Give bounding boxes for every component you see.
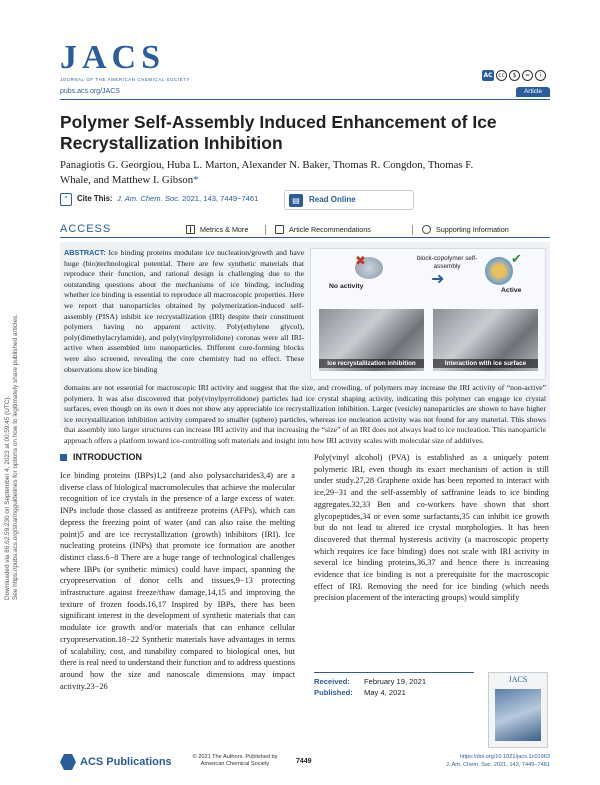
citation-details: 2021, 143, 7449−7461 <box>182 194 259 203</box>
footer-citation <box>446 754 550 769</box>
caption-ice-recrystallization: Ice recrystallization inhibition <box>319 359 424 368</box>
footer-journal-ref: J. Am. Chem. Soc. 2021, 143, 7449−7461 <box>445 761 550 768</box>
micrograph-ice-recrystallization <box>319 309 424 371</box>
open-access-icon[interactable]: AC <box>483 72 493 79</box>
article-title: Polymer Self-Assembly Induced Enhancement of Ice Recrystallization Inhibition <box>60 112 497 153</box>
corresponding-author-star[interactable]: * <box>193 173 199 186</box>
cc-icon[interactable]: cc <box>496 70 507 81</box>
gear-icon <box>422 225 431 234</box>
access-label: ACCESS <box>60 223 112 235</box>
citation-journal: J. Am. Chem. Soc. <box>117 194 181 203</box>
journal-header <box>60 36 550 96</box>
check-icon: ✔ <box>511 251 522 266</box>
received-label: Received: <box>314 677 350 686</box>
author-list <box>60 158 500 187</box>
journal-cover-thumbnail[interactable] <box>488 672 548 748</box>
cite-bar <box>60 190 550 212</box>
download-note <box>4 230 32 600</box>
divider <box>265 225 266 235</box>
self-assembly-label: block-copolymer self-assembly <box>416 255 478 270</box>
quote-icon: “ <box>60 193 72 206</box>
publication-dates <box>314 672 474 698</box>
access-bar <box>60 222 550 238</box>
doi-link[interactable]: https://doi.org/10.1021/jacs.1c01963 <box>459 754 550 760</box>
abstract-continued: domains are not essential for macroscopic IRI activity and suggest that the size, and crowding, of polymers may increase the IRI activity of “non-active” polymers. It was also discovered that poly(vinylpyrrolidone) particles had ice crystal shaping activity, indicating this polymer can engage ice crystal surfaces, even though on its own it does not show any appreciable ice recrystallization inhibition. Larger (vesicle) nanoparticles are shown to have higher ice recrystallization inhibition activity compared to smaller (sphere) particles, whereas ice nucleation activity was not found for any material. This shows that assembly into larger structures can increase IRI activity and that increasing the “size” of an IRI does not always lead to ice nucleation. This nanoparticle approach offers a platform toward ice-controlling soft materials and insight into how IRI activity scales with molecular size of additives. <box>64 383 546 445</box>
micrograph-ice-surface <box>433 309 538 371</box>
document-icon <box>275 225 284 234</box>
article-type-tag: Article <box>516 87 550 97</box>
nanoparticle-graphic <box>485 257 513 285</box>
divider <box>412 225 413 235</box>
jacs-logo[interactable] <box>60 40 190 86</box>
abstract-box <box>60 242 550 445</box>
received-date: February 19, 2021 <box>364 677 427 686</box>
active-label: Active <box>501 287 522 294</box>
supporting-information-button[interactable] <box>422 225 509 234</box>
introduction-heading: INTRODUCTION <box>73 452 142 462</box>
acs-publications-logo[interactable] <box>60 754 172 770</box>
published-label: Published: <box>314 688 353 697</box>
abstract-part1: Ice binding proteins modulate ice nucleation/growth and have huge (bio)technological potential. There are few synthetic materials that reproduce their function, and rational design is challenging due to the outstanding questions about the mechanisms of ice binding, including whether ice binding is essential to reproduce all macroscopic properties. Here we report that nanoparticles obtained by polymerization-induced self-assembly (PISA) inhibit ice recrystallization (IRI) despite their constituent polymers having no apparent activity. Poly(ethylene glycol), poly(dimethylacrylamide), and poly(vinylpyrrolidone) coronas were all IRI-active when assembled into nanoparticles. Different core-forming blocks were also screened, revealing the core chemistry had no effect. These observations show ice binding <box>64 248 304 374</box>
cross-icon: ✖ <box>355 253 366 268</box>
logo-letters: JACS <box>60 39 166 76</box>
cite-label: Cite This: <box>77 194 113 203</box>
intro-left-column: Ice binding proteins (IBPs)1,2 (and also polysaccharides3,4) are a diverse class of biological macromolecules that achieve the molecular recognition of ice crystals in the presence of a large excess of water. INPs include those classed as antifreeze proteins (AFPs), which can depress the freezing point of water (and can also raise the melting point)5 and are ice recrystallization (growth) inhibitors (IRI). Ice nucleating proteins (INPs) that promote ice formation are another distinct class.6−8 There are a huge range of technological challenges where IBPs (or synthetic mimics) could have impact, spanning the cryopreservation of donor cells and tissues,9−13 protecting infrastructure against freeze/thaw damage,14,15 and improving the texture of frozen foods.16,17 Inspired by IBPs, there has been significant interest in the development of synthetic materials that can modulate ice growth and/or materials that can enhance cellular cryopreservation.18−22 Synthetic materials have advantages in terms of scalability, cost, and tunability compared to biological ones, but there is real need to understand their function and to address questions around how the size and nanoscale dimensions may impact activity.23−26 <box>60 471 295 691</box>
toc-graphic <box>310 248 546 380</box>
download-note-line1: Downloaded via 86.62.59.230 on September 4, 2023 at 00:59:45 (UTC). <box>4 395 11 600</box>
attribution-icon[interactable]: i <box>535 70 546 81</box>
no-activity-label: No activity <box>329 283 364 290</box>
read-online-icon: ▤ <box>289 194 303 207</box>
article-recommendations-button[interactable] <box>275 225 371 234</box>
download-note-line2: See https://pubs.acs.org/sharingguidelines for options on how to legitimately share published articles. <box>12 314 20 600</box>
url-bar <box>60 88 550 100</box>
abstract-label: ABSTRACT: <box>64 248 106 257</box>
copyright-notice: © 2021 The Authors. Published by American Chemical Society <box>192 754 278 767</box>
cover-title: JACS <box>508 675 528 684</box>
read-online-button[interactable] <box>284 190 414 210</box>
acs-hexagon-icon <box>60 754 76 770</box>
intro-right-column: Poly(vinyl alcohol) (PVA) is established as a uniquely potent polymeric IRI, even though its exact mechanism of action is still under study.27,28 Graphene oxide has been reported to interact with ice,29−31 and the self-assembly of saffranine leads to ice binding aggregates.32,33 Ben and co-workers have shown that short glycopeptides,34 or even some surfactants,35 can inhibit ice growth but do not lead to altered ice crystal morphologies. It has been discovered that thermal hysteresis activity (a macroscopic property which requires ice face binding) does not scale with IRI activity in several ice binding proteins,36,37 and hence there is increasing evidence that ice binding is not a prerequisite for the macroscopic effect of IRI. Removing the need for ice binding (which needs precision placement of the interacting groups) would simplify <box>314 453 549 603</box>
author-names: Panagiotis G. Georgiou, Huba L. Marton, Alexander N. Baker, Thomas R. Congdon, Thomas F. Whale, and Matthew I. Gibson <box>60 159 474 186</box>
logo-subtitle: JOURNAL OF THE AMERICAN CHEMICAL SOCIETY <box>60 77 190 82</box>
journal-url[interactable]: pubs.acs.org/JACS <box>60 88 120 95</box>
non-commercial-icon[interactable]: $ <box>509 70 520 81</box>
no-derivatives-icon[interactable]: = <box>522 70 533 81</box>
publisher-name: ACS Publications <box>80 756 172 768</box>
citation-link[interactable] <box>117 194 258 203</box>
arrow-icon: ➜ <box>431 271 445 288</box>
abstract-text <box>64 248 304 375</box>
metrics-label: Metrics & More <box>200 225 249 234</box>
published-date: May 4, 2021 <box>364 688 406 697</box>
read-online-label: Read Online <box>309 195 356 204</box>
section-marker-icon <box>60 454 67 461</box>
license-icons <box>482 70 546 81</box>
page-footer <box>60 752 550 780</box>
section-heading-introduction <box>60 452 142 462</box>
article-recommendations-label: Article Recommendations <box>289 225 371 234</box>
cover-image <box>495 689 541 741</box>
caption-ice-surface: Interaction with ice surface <box>433 359 538 368</box>
page-number: 7449 <box>296 758 312 765</box>
bar-chart-icon: ❙ <box>187 226 194 233</box>
metrics-button[interactable] <box>186 225 248 234</box>
supporting-information-label: Supporting Information <box>436 225 509 234</box>
